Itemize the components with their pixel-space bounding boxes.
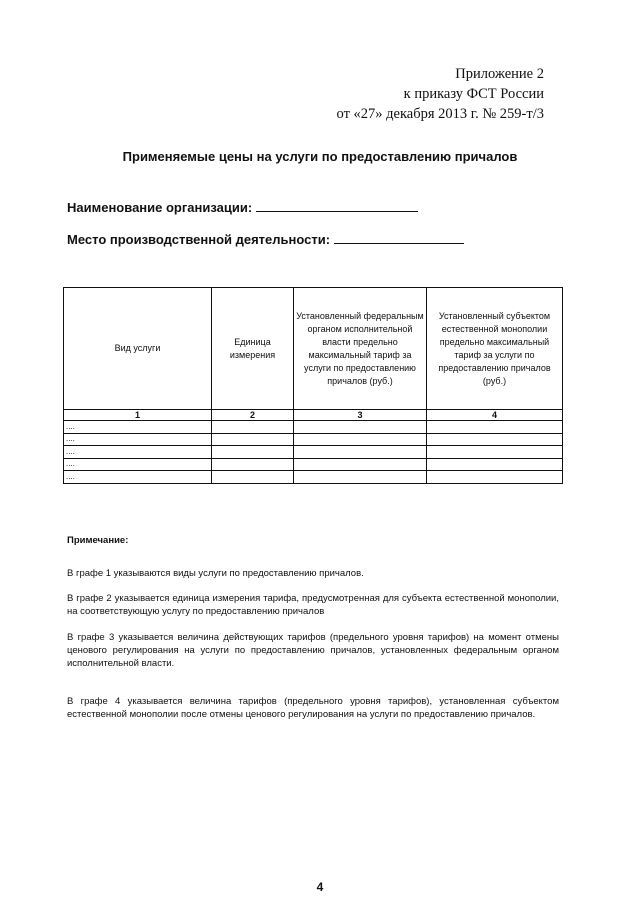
column-number: 1 [64,410,212,421]
table-cell [427,458,563,471]
header-federal-tariff: Установленный федеральным органом исполнительной власти предельно максимальный тариф за услуги по предоставлению причалов (руб.) [294,288,427,410]
production-place-field [67,229,464,247]
annex-header [337,64,544,124]
production-place-blank [334,229,464,244]
note-column-1: В графе 1 указываются виды услуги по предоставлению причалов. [67,568,364,579]
table-cell [294,433,427,446]
table-cell [427,471,563,484]
annex-line-1: Приложение 2 [455,66,544,82]
table-cell: .... [64,458,212,471]
table-header-row [64,288,563,410]
column-number: 4 [427,410,563,421]
organization-name-label: Наименование организации: [67,200,253,215]
table-row [64,421,563,434]
table-cell [212,446,294,459]
table-cell [212,471,294,484]
table-row [64,471,563,484]
table-cell [212,458,294,471]
note-column-3: В графе 3 указывается величина действующих тарифов (предельного уровня тарифов) на момент отмены ценового регулирования на услуги по предоставлению причалов, установленных федеральным органом исполнительной власти. [67,632,559,669]
table-cell [427,433,563,446]
document-title: Применяемые цены на услуги по предоставлению причалов [122,149,518,164]
table-cell [427,446,563,459]
annex-line-2: к приказу ФСТ России [403,86,544,102]
table-cell [427,421,563,434]
table-cell [294,421,427,434]
production-place-label: Место производственной деятельности: [67,232,331,247]
table-number-row [64,410,563,421]
organization-name-field [67,197,418,215]
table-cell: .... [64,446,212,459]
notes-heading: Примечание: [67,535,129,546]
table-cell: .... [64,433,212,446]
table-cell [212,421,294,434]
table-cell [294,458,427,471]
table-cell [212,433,294,446]
tariff-table [63,287,563,484]
note-column-4: В графе 4 указывается величина тарифов (предельного уровня тарифов), установленная субъектом естественной монополии после отмены ценового регулирования на услуги по предоставлению причалов. [67,696,559,720]
header-monopoly-tariff: Установленный субъектом естественной монополии предельно максимальный тариф за услуги по предоставлению причалов (руб.) [427,288,563,410]
header-service-type: Вид услуги [64,288,212,410]
table-cell: .... [64,421,212,434]
table-cell: .... [64,471,212,484]
page-number: 4 [316,880,324,894]
table-row [64,433,563,446]
column-number: 3 [294,410,427,421]
header-unit: Единица измерения [212,288,294,410]
column-number: 2 [212,410,294,421]
table-row [64,446,563,459]
table-row [64,458,563,471]
note-column-2: В графе 2 указывается единица измерения тарифа, предусмотренная для субъекта естественной монополии, на соответствующую услугу по предоставлению причалов [67,593,559,617]
annex-line-3: от «27» декабря 2013 г. № 259-т/3 [336,106,544,122]
table-cell [294,446,427,459]
table-cell [294,471,427,484]
organization-name-blank [256,197,418,212]
